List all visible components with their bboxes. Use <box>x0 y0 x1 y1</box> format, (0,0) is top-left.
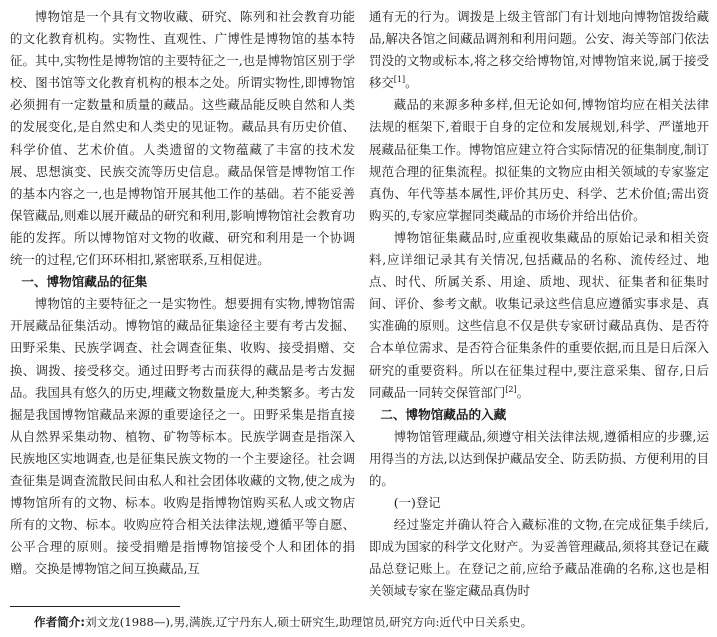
paragraph: 经过鉴定并确认符合入藏标准的文物,在完成征集手续后,即成为国家的科学文化财产。为妥善管理藏品,须将其登记在藏品总登记账上。在登记之前,应给予藏品准确的名称,这也是相关领域专家在鉴定藏品真伪时 <box>369 517 709 599</box>
footnote-text: 刘文龙(1988—),男,满族,辽宁丹东人,硕士研究生,助理馆员,研究方向:近代中日关系史。 <box>85 615 533 629</box>
reference-marker: [1] <box>393 75 406 85</box>
paragraph: 博物馆是一个具有文物收藏、研究、陈列和社会教育功能的文化教育机构。实物性、直观性、广博性是博物馆的基本特征。其中,实物性是博物馆的主要特征之一,也是博物馆区别于学校、图书馆等文化教育机构的根本之处。所谓实物性,即博物馆必须拥有一定数量和质量的藏品。这些藏品能反映自然和人类的发展变化,是自然史和人类史的见证物。藏品具有历史价值、科学价值、艺术价值。人类遗留的文物蕴藏了丰富的技术发展、思想演变、民族交流等历史信息。藏品保管是博物馆工作的基本内容之一,也是博物馆开展其他工作的基础。若不能妥善保管藏品,则难以展开藏品的研究和利用,影响博物馆社会教育功能的发挥。所以博物馆对文物的收藏、研究和利用是一个协调统一的过程,它们环环相扣,紧密联系,互相促进。 <box>10 9 355 268</box>
paragraph: 博物馆管理藏品,须遵守相关法律法规,遵循相应的步骤,运用得当的方法,以达到保护藏品安全、防丢防损、方便利用的目的。 <box>369 428 709 488</box>
section-heading: 一、博物馆藏品的征集 <box>21 274 148 290</box>
right-column <box>369 6 709 603</box>
section-heading: 二、博物馆藏品的入藏 <box>380 406 507 422</box>
paragraph-continued <box>369 6 709 94</box>
footnote-label: 作者简介: <box>34 615 86 629</box>
author-footnote <box>34 612 709 632</box>
paragraph-text: 。 <box>405 75 418 91</box>
footnote-divider <box>10 606 180 607</box>
paragraph: 藏品的来源多种多样,但无论如何,博物馆均应在相关法律法规的框架下,着眼于自身的定位和发展规划,科学、严谨地开展藏品征集工作。博物馆应建立符合实际情况的征集制度,制订规范合理的征集流程。拟征集的文物应由相关领域的专家鉴定真伪、年代等基本属性,评价其历史、科学、艺术价值;需出资购买的,专家应掌握同类藏品的市场价并给出估价。 <box>369 97 709 223</box>
paragraph-text: 通有无的行为。调拨是上级主管部门有计划地向博物馆拨给藏品,解决各馆之间藏品调剂和利用问题。公安、海关等部门依法罚没的文物或标本,将之移交给博物馆,对博物馆来说,属于接受移交 <box>369 9 709 91</box>
left-column <box>10 6 355 580</box>
paragraph <box>369 227 709 404</box>
paragraph-text: 。 <box>516 384 530 400</box>
subsection-heading: (一)登记 <box>393 495 441 511</box>
paragraph: 博物馆的主要特征之一是实物性。想要拥有实物,博物馆需开展藏品征集活动。博物馆的藏品征集途径主要有考古发掘、田野采集、民族学调查、社会调查征集、收购、接受捐赠、交换、调拨、接受移交。通过田野考古而获得的藏品是考古发掘品。我国具有悠久的历史,埋藏文物数量庞大,种类繁多。考古发掘是我国博物馆藏品来源的重要途径之一。田野采集是指直接从自然界采集动物、植物、矿物等标本。民族学调查是指深入民族地区实地调查,也是征集民族文物的一个主要途径。社会调查征集是调查流散民间由私人和社会团体收藏的文物,使之成为博物馆所有的文物、标本。收购是指博物馆购买私人或文物店所有的文物、标本。收购应符合相关法律法规,遵循平等自愿、公平合理的原则。接受捐赠是指博物馆接受个人和团体的捐赠。交换是博物馆之间互换藏品,互 <box>10 296 355 577</box>
paragraph-text: 博物馆征集藏品时,应重视收集藏品的原始记录和相关资料,应详细记录其有关情况,包括藏品的名称、流传经过、地点、时代、所属关系、用途、质地、现状、征集者和征集时间、评价、参考文献。收集记录这些信息应遵循实事求是、真实准确的原则。这些信息不仅是供专家研讨藏品真伪、是否符合本单位需求、是否符合征集条件的重要依据,而且是日后深入研究的重要资料。所以在征集过程中,要注意采集、留存,日后同藏品一同转交保管部门 <box>369 229 709 400</box>
reference-marker: [2] <box>505 384 517 394</box>
